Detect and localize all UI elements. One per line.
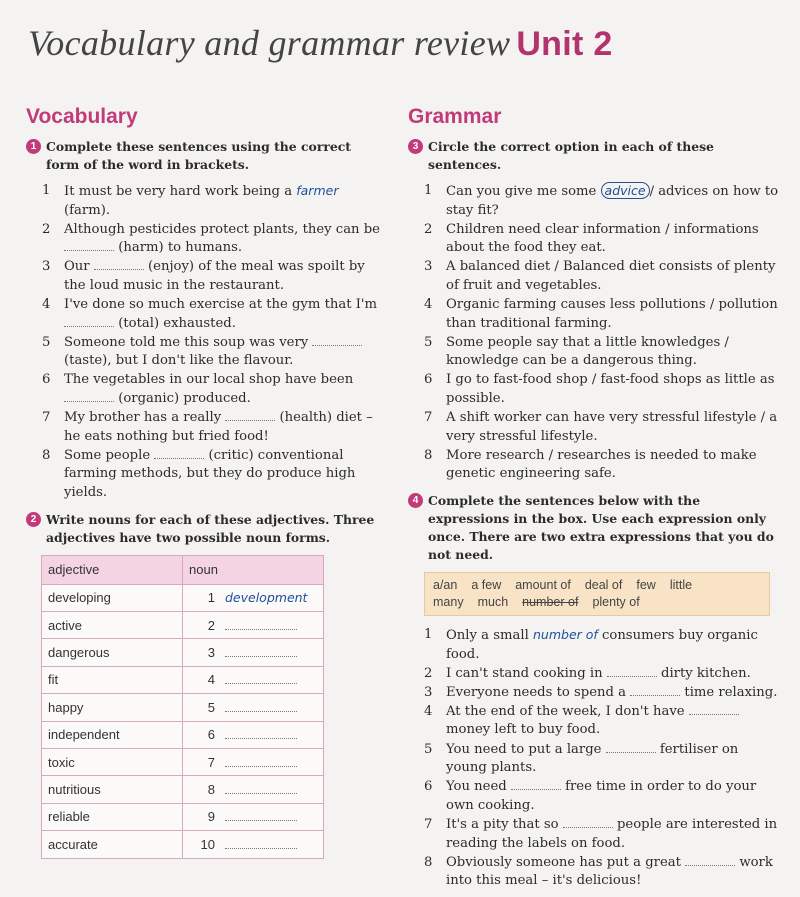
list-item	[26, 334, 384, 371]
adjective-cell: independent	[42, 721, 183, 748]
item-text	[446, 778, 780, 815]
blank-line[interactable]	[225, 810, 297, 821]
list-item	[408, 816, 780, 853]
blank-line[interactable]	[225, 783, 297, 794]
unit-label: Unit 2	[516, 25, 613, 63]
item-text	[446, 182, 780, 220]
item-text-before: You need	[446, 779, 511, 795]
item-number: 7	[424, 816, 433, 832]
vocabulary-heading: Vocabulary	[26, 105, 138, 128]
expression-word: little	[669, 578, 693, 592]
item-number: 3	[42, 259, 51, 275]
expression-word: plenty of	[592, 595, 640, 609]
adjective-cell: reliable	[42, 803, 183, 830]
task-1-list	[26, 182, 384, 503]
noun-cell	[183, 721, 324, 748]
handwritten-answer: number of	[532, 627, 598, 642]
item-text-after: free time in order to do your own cooking.	[446, 779, 757, 813]
blank-line[interactable]	[225, 646, 297, 657]
item-text: Children need clear information / informations about the food they eat.	[446, 221, 759, 256]
row-number: 7	[207, 754, 215, 770]
blank-line[interactable]	[511, 778, 561, 790]
noun-cell	[183, 748, 324, 775]
item-text-after: dirty kitchen.	[656, 665, 751, 681]
blank-line[interactable]	[312, 334, 362, 346]
item-number: 2	[42, 221, 51, 237]
table-row	[42, 694, 324, 721]
item-text-after: (harm) to humans.	[114, 240, 243, 256]
task-instruction: Complete these sentences using the correct form of the word in brackets.	[46, 139, 352, 172]
blank-line[interactable]	[64, 239, 114, 251]
item-number: 4	[424, 297, 433, 313]
item-text-after: / advices on how to stay fit?	[446, 184, 779, 218]
item-text-after: (critic) conventional farming methods, but they do produce high yields.	[64, 447, 356, 500]
noun-cell	[183, 776, 324, 803]
adjective-cell: accurate	[42, 831, 183, 858]
item-text-before: It must be very hard work being a	[64, 184, 297, 199]
task-number-badge: 2	[26, 512, 41, 527]
list-item	[408, 703, 780, 740]
task-instruction: Write nouns for each of these adjectives. Three adjectives have two possible noun forms.	[46, 511, 375, 545]
item-number: 3	[424, 684, 433, 700]
list-item	[26, 447, 384, 503]
item-text-before: Our	[64, 259, 94, 275]
expression-word: few	[636, 578, 656, 592]
blank-line[interactable]	[685, 854, 735, 866]
table-row	[42, 776, 324, 803]
expression-row	[433, 577, 761, 594]
noun-cell	[183, 831, 324, 858]
grammar-heading: Grammar	[408, 105, 502, 128]
item-text	[64, 296, 384, 333]
list-item	[408, 626, 780, 664]
blank-line[interactable]	[225, 838, 297, 849]
table-header-adjective: adjective	[42, 555, 183, 584]
table-row	[42, 803, 324, 830]
handwritten-answer: farmer	[296, 183, 339, 198]
item-text	[446, 665, 780, 684]
item-text: More research / researches is needed to make genetic engineering safe.	[446, 447, 757, 482]
adjective-cell: fit	[42, 666, 183, 693]
list-item	[26, 409, 384, 446]
task-1-instruction	[26, 138, 384, 174]
row-number: 10	[200, 836, 215, 852]
list-item	[408, 778, 780, 815]
list-item	[408, 221, 780, 258]
item-text	[446, 854, 780, 891]
item-text	[64, 371, 384, 408]
item-text-after: (enjoy) of the meal was spoilt by the loud music in the restaurant.	[64, 259, 365, 293]
table-header-noun: noun	[183, 555, 324, 584]
noun-cell	[183, 694, 324, 721]
blank-line[interactable]	[225, 756, 297, 767]
blank-line[interactable]	[225, 619, 297, 630]
item-text	[446, 626, 780, 664]
item-text: I go to fast-food shop / fast-food shops as little as possible.	[446, 372, 775, 407]
item-number: 5	[424, 741, 433, 757]
list-item	[408, 409, 780, 446]
blank-line[interactable]	[64, 390, 114, 402]
task-number-badge: 3	[408, 139, 423, 154]
adjective-cell: toxic	[42, 748, 183, 775]
expression-word: number of	[522, 595, 579, 609]
table-row	[42, 611, 324, 638]
blank-line[interactable]	[607, 665, 657, 677]
task-3-list	[408, 182, 780, 484]
noun-cell	[183, 611, 324, 638]
item-number: 2	[424, 665, 433, 681]
task-instruction: Circle the correct option in each of these sentences.	[428, 139, 714, 172]
blank-line[interactable]	[630, 684, 680, 696]
item-text-before: Only a small	[446, 628, 533, 643]
adjective-cell: active	[42, 611, 183, 638]
noun-cell	[183, 803, 324, 830]
list-item	[26, 371, 384, 408]
adjective-cell: happy	[42, 694, 183, 721]
blank-line[interactable]	[689, 703, 739, 715]
task-instruction: Complete the sentences below with the expressions in the box. Use each expression only once. There are two extra expressions that you do not need.	[428, 493, 774, 562]
item-text-before: Obviously someone has put a great	[446, 854, 686, 870]
list-item	[408, 854, 780, 891]
item-text: Some people say that a little knowledges / knowledge can be a dangerous thing.	[446, 334, 729, 369]
item-number: 7	[424, 410, 433, 426]
item-number: 1	[42, 183, 51, 198]
row-number: 3	[207, 645, 215, 661]
list-item	[408, 182, 780, 220]
row-number: 1	[207, 590, 215, 606]
list-item	[408, 296, 780, 333]
item-text-after: work into this meal – it's delicious!	[446, 854, 773, 889]
item-text: Organic farming causes less pollutions / pollution than traditional farming.	[446, 297, 778, 331]
item-text-after: money left to buy food.	[446, 722, 601, 738]
task-4-instruction	[408, 492, 780, 564]
row-number: 6	[207, 727, 215, 743]
list-item	[408, 258, 780, 295]
item-text-after: people are interested in reading the labels on food.	[446, 816, 778, 851]
item-text-after: (organic) produced.	[114, 391, 251, 407]
task-number-badge: 1	[26, 139, 41, 154]
table-row	[42, 721, 324, 748]
blank-line[interactable]	[154, 447, 204, 459]
item-number: 6	[424, 779, 433, 795]
adjective-noun-table	[41, 555, 324, 859]
table-header-row	[42, 555, 324, 584]
expression-box	[424, 572, 770, 616]
item-text	[64, 334, 384, 371]
blank-line[interactable]	[225, 728, 297, 739]
grammar-column	[408, 104, 780, 891]
expression-word: deal of	[584, 578, 623, 592]
list-item	[408, 447, 780, 484]
task-2-instruction	[26, 511, 384, 547]
list-item	[26, 258, 384, 295]
item-number: 4	[424, 703, 433, 719]
table-row	[42, 666, 324, 693]
item-text-after: time relaxing.	[680, 684, 778, 700]
title-main: Vocabulary and grammar review	[28, 23, 511, 63]
expression-row	[433, 594, 761, 611]
list-item	[26, 221, 384, 258]
item-text: A shift worker can have very stressful lifestyle / a very stressful lifestyle.	[446, 410, 778, 444]
item-number: 5	[42, 334, 51, 350]
item-number: 1	[424, 183, 433, 198]
item-number: 7	[42, 410, 51, 426]
expression-word: much	[477, 595, 509, 609]
blank-line[interactable]	[94, 258, 144, 270]
noun-cell	[183, 639, 324, 666]
expression-word: amount of	[515, 578, 571, 592]
item-text-before: Some people	[64, 447, 155, 463]
item-text	[446, 741, 780, 778]
item-text-before: Everyone needs to spend a	[446, 684, 631, 700]
table-row	[42, 584, 324, 611]
list-item	[26, 182, 384, 220]
task-4-list	[408, 626, 780, 891]
row-number: 9	[207, 809, 215, 825]
item-text-before: I've done so much exercise at the gym that I'm	[64, 297, 378, 313]
noun-cell	[183, 666, 324, 693]
list-item	[408, 371, 780, 408]
item-number: 6	[424, 372, 433, 388]
table-row	[42, 748, 324, 775]
list-item	[408, 665, 780, 684]
blank-line[interactable]	[225, 409, 275, 421]
item-number: 1	[424, 627, 433, 642]
vocabulary-column	[26, 104, 384, 859]
item-text	[446, 703, 780, 740]
row-number: 2	[207, 617, 215, 633]
noun-cell	[183, 584, 324, 611]
blank-line[interactable]	[225, 701, 297, 712]
blank-line[interactable]	[64, 315, 114, 327]
expression-word: a few	[471, 578, 502, 592]
adjective-cell: dangerous	[42, 639, 183, 666]
item-text-after: (health) diet – he eats nothing but fried food!	[64, 410, 373, 444]
list-item	[408, 334, 780, 371]
expression-word: many	[433, 595, 464, 609]
item-text: A balanced diet / Balanced diet consists of plenty of fruit and vegetables.	[446, 259, 776, 293]
item-text-before: You need to put a large	[446, 741, 606, 757]
item-text-before: The vegetables in our local shop have been	[64, 372, 354, 388]
task-3-instruction	[408, 138, 780, 174]
circled-answer: advice	[601, 182, 650, 199]
item-text-before: Someone told me this soup was very	[64, 334, 313, 350]
item-number: 8	[424, 447, 433, 463]
list-item	[26, 296, 384, 333]
item-number: 3	[424, 259, 433, 275]
item-text-after: (total) exhausted.	[114, 315, 236, 331]
item-text-after: (farm).	[64, 202, 111, 218]
item-number: 8	[424, 854, 433, 870]
list-item	[408, 684, 780, 703]
item-text	[64, 221, 384, 258]
blank-line[interactable]	[563, 816, 613, 828]
item-text-before: At the end of the week, I don't have	[446, 703, 689, 719]
item-text	[446, 684, 780, 703]
item-number: 2	[424, 221, 433, 237]
item-text	[64, 447, 384, 503]
blank-line[interactable]	[606, 741, 656, 753]
item-text-after: consumers buy organic food.	[446, 628, 758, 662]
table-row	[42, 639, 324, 666]
item-number: 4	[42, 297, 51, 313]
blank-line[interactable]	[225, 673, 297, 684]
item-text-after: fertiliser on young plants.	[446, 741, 739, 776]
row-number: 8	[207, 782, 215, 798]
row-number: 4	[207, 672, 215, 688]
item-text	[446, 816, 780, 853]
item-text-before: Can you give me some	[446, 184, 601, 199]
handwritten-answer: development	[225, 590, 308, 606]
item-number: 5	[424, 334, 433, 350]
item-text-before: Although pesticides protect plants, they can be	[64, 221, 380, 237]
list-item	[408, 741, 780, 778]
item-text-after: (taste), but I don't like the flavour.	[64, 353, 294, 369]
table-row	[42, 831, 324, 858]
row-number: 5	[207, 699, 215, 715]
item-text-before: I can't stand cooking in	[446, 665, 607, 681]
item-text-before: My brother has a really	[64, 410, 226, 426]
item-text	[64, 409, 384, 446]
item-number: 8	[42, 447, 51, 463]
item-number: 6	[42, 372, 51, 388]
page-title	[28, 22, 613, 64]
adjective-cell: nutritious	[42, 776, 183, 803]
item-text-before: It's a pity that so	[446, 816, 563, 832]
task-number-badge: 4	[408, 493, 423, 508]
item-text	[64, 182, 384, 220]
expression-word: a/an	[433, 578, 458, 592]
adjective-cell: developing	[42, 584, 183, 611]
item-text	[64, 258, 384, 295]
